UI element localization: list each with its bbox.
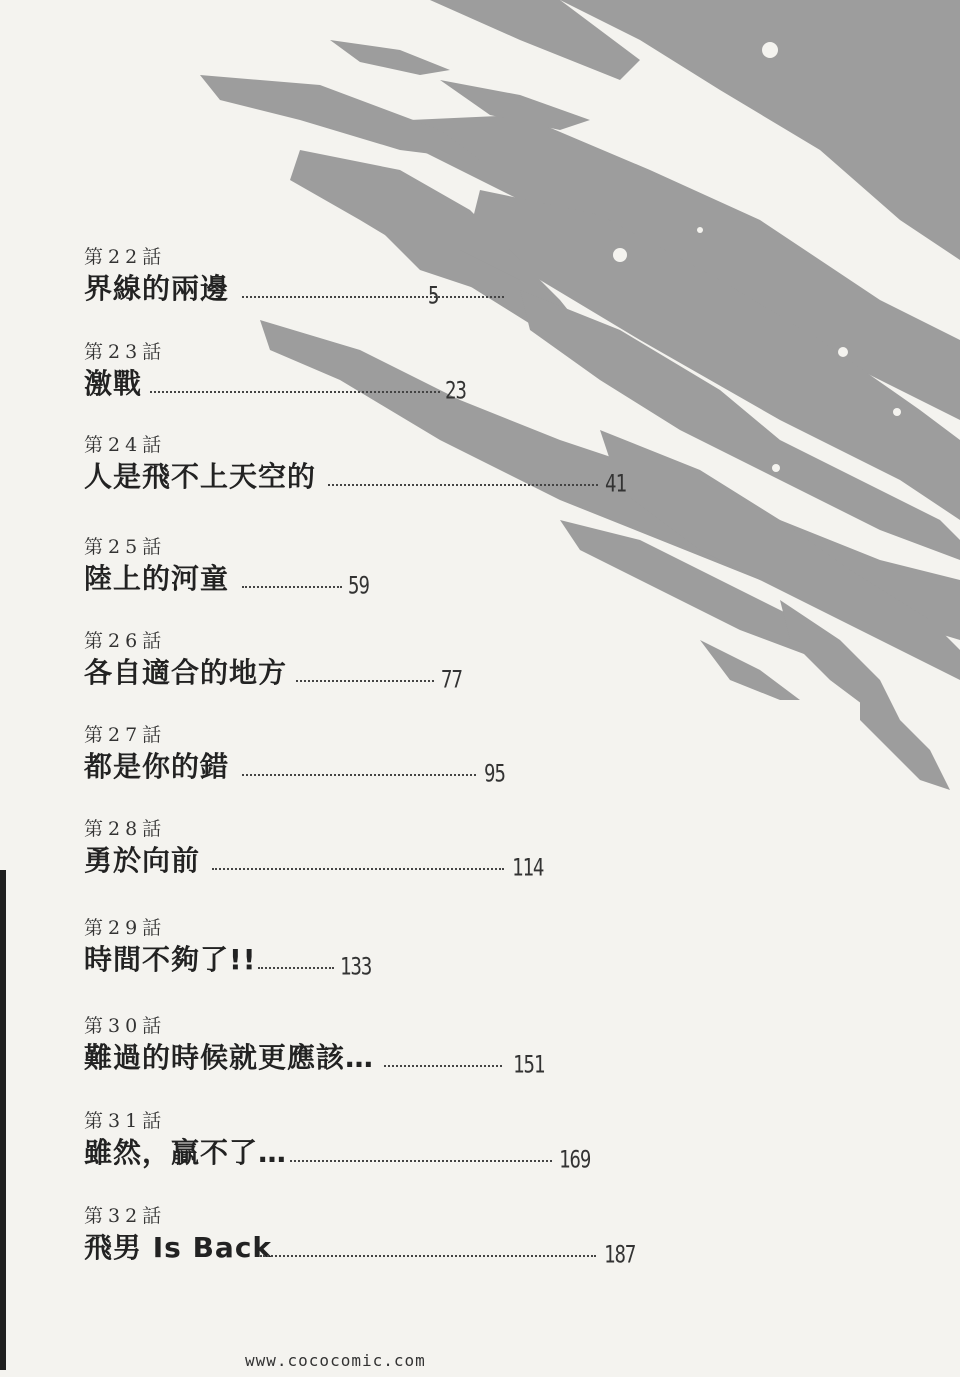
toc-entry-23 — [84, 339, 466, 405]
chapter-number: 第22話 — [84, 246, 167, 268]
leader-dots — [242, 296, 504, 298]
chapter-page: 77 — [441, 666, 462, 694]
chapter-number: 第23話 — [84, 341, 167, 363]
chapter-number: 第27話 — [84, 724, 167, 746]
chapter-page: 169 — [559, 1146, 591, 1174]
leader-dots — [212, 868, 504, 870]
leader-dots — [260, 1255, 596, 1257]
chapter-page: 95 — [484, 760, 505, 788]
toc-entry-25 — [84, 534, 369, 600]
chapter-page: 23 — [445, 377, 466, 405]
leader-dots — [150, 391, 440, 393]
chapter-number: 第32話 — [84, 1205, 167, 1227]
leader-dots — [290, 1160, 552, 1162]
chapter-number: 第31話 — [84, 1110, 167, 1132]
leader-dots — [242, 774, 476, 776]
toc-entry-26 — [84, 628, 462, 694]
chapter-title: 飛男 Is Back — [84, 1231, 273, 1264]
chapter-title: 激戰 — [84, 367, 143, 400]
toc-entry-32 — [84, 1203, 636, 1269]
chapter-title: 雖然，贏不了… — [84, 1136, 288, 1169]
chapter-page: 114 — [512, 854, 544, 882]
chapter-title: 界線的兩邊 — [84, 272, 230, 305]
chapter-page: 59 — [348, 572, 369, 600]
chapter-number: 第24話 — [84, 434, 167, 456]
chapter-title: 難過的時候就更應該… — [84, 1041, 375, 1074]
chapter-number: 第25話 — [84, 536, 167, 558]
toc-entry-22 — [84, 244, 439, 310]
chapter-page: 5 — [428, 282, 439, 310]
toc-entry-30 — [84, 1013, 545, 1079]
chapter-title: 陸上的河童 — [84, 562, 230, 595]
toc-entry-27 — [84, 722, 505, 788]
leader-dots — [242, 586, 342, 588]
chapter-page: 187 — [604, 1241, 636, 1269]
toc-entry-29 — [84, 915, 372, 981]
chapter-number: 第26話 — [84, 630, 167, 652]
leader-dots — [328, 484, 598, 486]
toc-entry-24 — [84, 432, 626, 498]
toc-entry-31 — [84, 1108, 591, 1174]
leader-dots — [296, 680, 434, 682]
page-edge-bar — [0, 870, 6, 1370]
chapter-title: 時間不夠了!! — [84, 943, 257, 976]
chapter-title: 人是飛不上天空的 — [84, 460, 317, 493]
chapter-number: 第30話 — [84, 1015, 167, 1037]
website-watermark: www.cococomic.com — [245, 1351, 426, 1370]
leader-dots — [384, 1065, 502, 1067]
chapter-number: 第29話 — [84, 917, 167, 939]
toc-entry-28 — [84, 816, 544, 882]
chapter-page: 41 — [605, 470, 626, 498]
chapter-title: 各自適合的地方 — [84, 656, 288, 689]
chapter-number: 第28話 — [84, 818, 167, 840]
chapter-title: 勇於向前 — [84, 844, 201, 877]
leader-dots — [258, 967, 334, 969]
chapter-page: 151 — [513, 1051, 545, 1079]
chapter-page: 133 — [340, 953, 372, 981]
chapter-title: 都是你的錯 — [84, 750, 230, 783]
